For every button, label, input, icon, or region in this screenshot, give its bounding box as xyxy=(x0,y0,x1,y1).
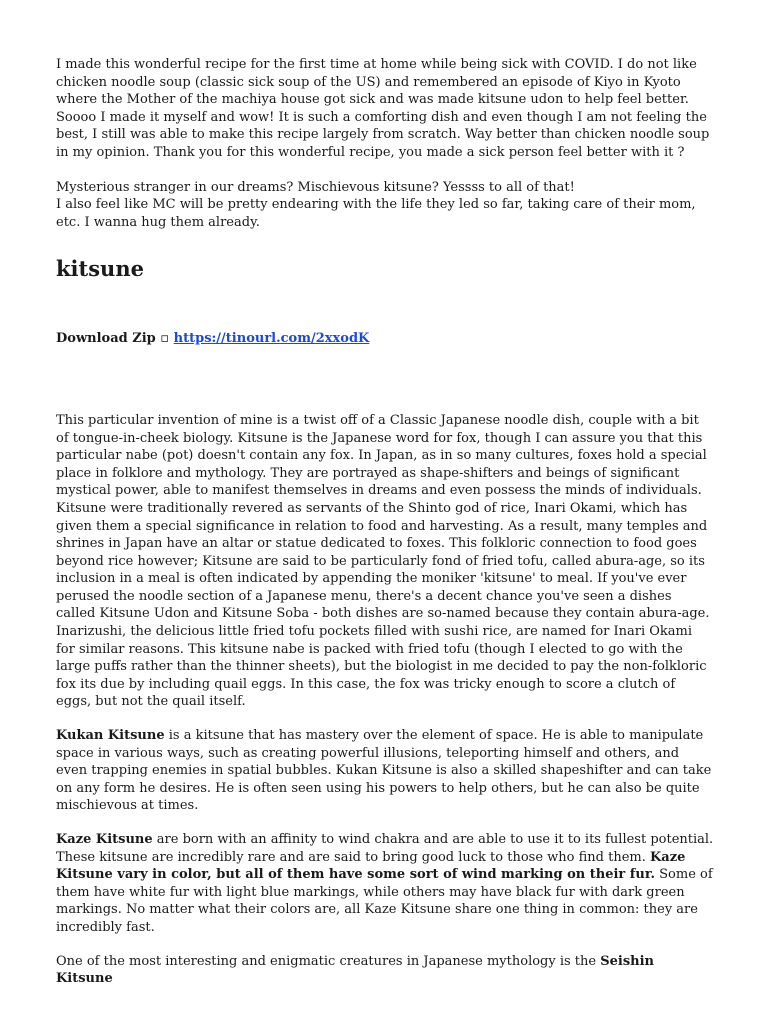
article-paragraph-4 xyxy=(56,953,714,988)
kaze-kitsune-emphasis: Kaze Kitsune vary in color, but all of them have some sort of wind marking on their fur. xyxy=(56,849,686,883)
intro-comment xyxy=(56,56,714,162)
kukan-kitsune-term: Kukan Kitsune xyxy=(56,728,165,744)
download-line xyxy=(56,330,714,348)
article-paragraph-1: This particular invention of mine is a twist off of a Classic Japanese noodle dish, couple with a bit of tongue-in-cheek biology. Kitsune is the Japanese word for fox, though I can assure you that this particular nabe (pot) doesn't contain any fox. In Japan, as in so many cultures, foxes hold a special place in folklore and mythology. They are portrayed as shape-shifters and beings of significant mystical power, able to manifest themselves in dreams and even possess the minds of individuals. Kitsune were traditionally revered as servants of the Shinto god of rice, Inari Okami, which has given them a special significance in relation to food and harvesting. As a result, many temples and shrines in Japan have an altar or statue dedicated to foxes. This folkloric connection to food goes beyond rice however; Kitsune are said to be particularly fond of fried tofu, called abura-age, so its inclusion in a meal is often indicated by appending the moniker 'kitsune' to meal. If you've ever perused the noodle section of a Japanese menu, there's a decent chance you've seen a dishes called Kitsune Udon and Kitsune Soba - both dishes are so-named because they contain abura-age. Inarizushi, the delicious little fried tofu pockets filled with sushi rice, are named for Inari Okami for similar reasons. This kitsune nabe is packed with fried tofu (though I elected to go with the large puffs rather than the thinner sheets), but the biologist in me decided to pay the non-folkloric fox its due by including quail eggs. In this case, the fox was tricky enough to score a clutch of eggs, but not the quail itself. xyxy=(56,412,710,710)
intro-paragraph: I made this wonderful recipe for the first time at home while being sick with COVID. I do not like chicken noodle soup (classic sick soup of the US) and remembered an episode of Kiyo in Kyoto where the Mother of the machiya house got sick and was made kitsune udon to help feel better. Soooo I made it myself and wow! It is such a comforting dish and even though I am not feeling the best, I still was able to make this recipe largely from scratch. Way better than chicken noodle soup in my opinion. Thank you for this wonderful recipe, you made a sick person feel better with it ? xyxy=(56,57,710,160)
page-heading: kitsune xyxy=(56,256,144,282)
comment-line-1: Mysterious stranger in our dreams? Mischievous kitsune? Yessss to all of that! xyxy=(56,179,575,195)
download-link[interactable]: https://tinourl.com/2xxodK xyxy=(173,331,370,347)
download-label: Download Zip xyxy=(56,331,156,347)
kaze-kitsune-text-2: Some of them have white fur with light blue markings, while others may have black fur with dark green markings. No matter what their colors are, all Kaze Kitsune share one thing in common: they are incredibly fast. xyxy=(56,867,713,935)
article-body xyxy=(56,412,714,988)
seishin-intro-text: One of the most interesting and enigmatic creatures in Japanese mythology is the xyxy=(56,953,601,969)
article-paragraph-3 xyxy=(56,831,714,937)
seishin-kitsune-term: Seishin Kitsune xyxy=(56,953,654,987)
article-paragraph-2 xyxy=(56,727,714,815)
kaze-kitsune-text-1: are born with an affinity to wind chakra and are able to use it to its fullest potential. These kitsune are incredibly rare and are said to bring good luck to those who find them. xyxy=(56,832,714,865)
kukan-kitsune-text: is a kitsune that has mastery over the element of space. He is able to manipulate space in various ways, such as creating powerful illusions, teleporting himself and others, and even trapping enemies in spatial bubbles. Kukan Kitsune is also a skilled shapeshifter and can take on any form he desires. He is often seen using his powers to help others, but he can also be quite mischievous at times. xyxy=(56,728,712,814)
kaze-kitsune-term: Kaze Kitsune xyxy=(56,832,153,847)
second-comment xyxy=(56,179,714,232)
download-glyph-icon: ▫ xyxy=(160,331,170,347)
comment-line-2: I also feel like MC will be pretty endearing with the life they led so far, taking care of their mom, etc. I wanna hug them already. xyxy=(56,197,696,230)
